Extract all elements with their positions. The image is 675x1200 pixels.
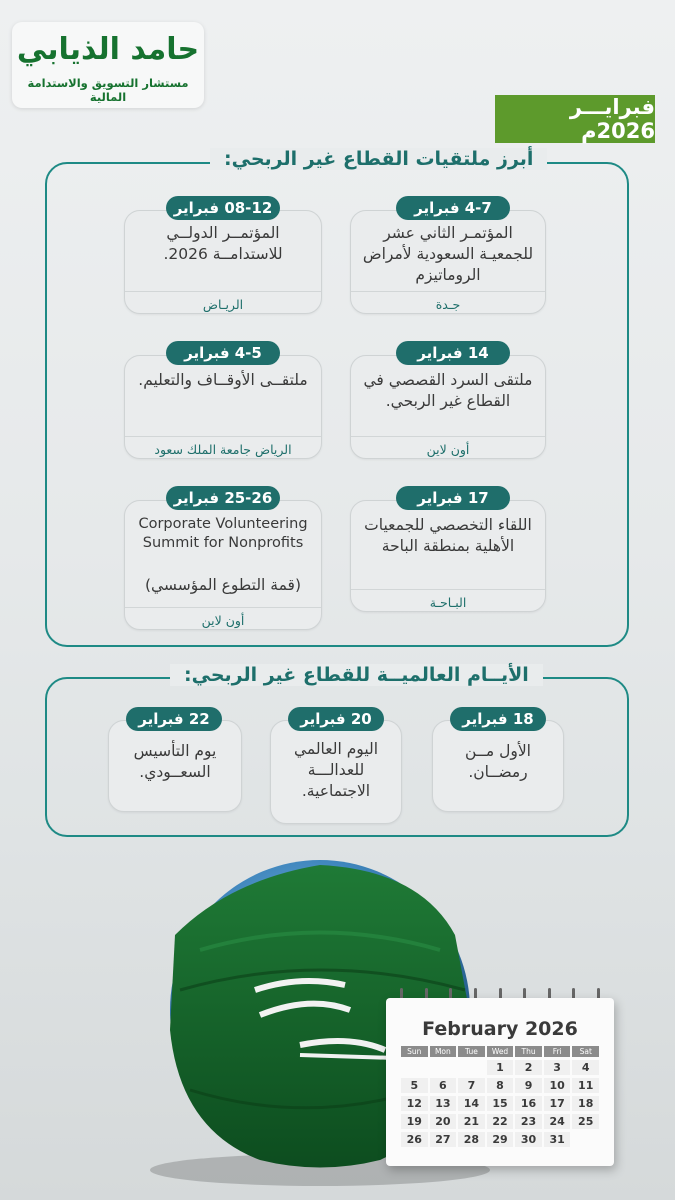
global-day-date: 20 فبراير (288, 707, 384, 731)
global-day-date: 22 فبراير (126, 707, 222, 731)
calendar-date (458, 1060, 485, 1075)
global-day-text: اليوم العالمي للعدالـــة الاجتماعية. (293, 740, 379, 800)
calendar-date: 31 (544, 1132, 571, 1147)
event-date: 17 فبراير (396, 486, 510, 510)
calendar-grid (400, 1060, 600, 1147)
calendar-weekday: Mon (430, 1046, 457, 1057)
event-date: 14 فبراير (396, 341, 510, 365)
event-text-en: Corporate Volunteering Summit for Nonprofits (138, 516, 308, 551)
calendar-date: 21 (458, 1114, 485, 1129)
event-location: الريـاض (125, 291, 321, 312)
event-date: 08-12 فبراير (166, 196, 280, 220)
calendar-date: 8 (487, 1078, 514, 1093)
calendar-date: 3 (544, 1060, 571, 1075)
event-card (350, 210, 546, 314)
event-location: البـاحـة (351, 589, 545, 610)
calendar-date: 2 (515, 1060, 542, 1075)
calendar-date: 10 (544, 1078, 571, 1093)
event-text: ملتقــى الأوقــاف والتعليم. (138, 371, 308, 389)
calendar-date: 12 (401, 1096, 428, 1111)
global-day-card (108, 720, 242, 812)
calendar-date (401, 1060, 428, 1075)
calendar-date: 4 (572, 1060, 599, 1075)
calendar-date: 5 (401, 1078, 428, 1093)
calendar-date: 7 (458, 1078, 485, 1093)
global-days-title: الأيــام العالميــة للقطاع غير الربحي: (170, 664, 543, 686)
calendar-date: 14 (458, 1096, 485, 1111)
month-badge: فبرايـــر 2026م (495, 95, 655, 143)
calendar-date: 24 (544, 1114, 571, 1129)
calendar-date: 1 (487, 1060, 514, 1075)
calendar-date: 20 (430, 1114, 457, 1129)
calendar-date: 18 (572, 1096, 599, 1111)
calendar-date: 13 (430, 1096, 457, 1111)
event-location: الرياض جامعة الملك سعود (125, 436, 321, 457)
event-text: (قمة التطوع المؤسسي) (144, 576, 302, 594)
event-date: 4-7 فبراير (396, 196, 510, 220)
event-text: ملتقى السرد القصصي في القطاع غير الربحي. (363, 371, 533, 410)
global-day-text: يوم التأسيس السعــودي. (133, 742, 217, 781)
calendar-weekday: Fri (544, 1046, 571, 1057)
calendar-date: 25 (572, 1114, 599, 1129)
calendar (386, 998, 614, 1166)
calendar-date: 9 (515, 1078, 542, 1093)
calendar-date: 26 (401, 1132, 428, 1147)
brand-subtitle: مستشار التسويق والاستدامة المالية (27, 76, 189, 104)
calendar-weekday: Tue (458, 1046, 485, 1057)
event-date: 25-26 فبراير (166, 486, 280, 510)
calendar-date: 15 (487, 1096, 514, 1111)
calendar-weekday: Sun (401, 1046, 428, 1057)
event-text: المؤتمــر الدولــي للاستدامــة 2026. (163, 224, 283, 263)
global-day-text: الأول مــن رمضــان. (464, 742, 531, 781)
calendar-date: 6 (430, 1078, 457, 1093)
calendar-date: 17 (544, 1096, 571, 1111)
calendar-date (430, 1060, 457, 1075)
calendar-weekdays (400, 1046, 600, 1057)
calendar-date: 23 (515, 1114, 542, 1129)
calendar-date: 29 (487, 1132, 514, 1147)
global-day-card (432, 720, 564, 812)
event-location: جـدة (351, 291, 545, 312)
brand-logo (12, 22, 204, 108)
event-card (350, 500, 546, 612)
calendar-date: 27 (430, 1132, 457, 1147)
event-card (350, 355, 546, 459)
calendar-date: 11 (572, 1078, 599, 1093)
event-text: اللقاء التخصصي للجمعيات الأهلية بمنطقة الباحة (364, 516, 532, 555)
conferences-title: أبرز ملتقيات القطاع غير الربحي: (210, 148, 547, 170)
brand-name: حامد الذيابي (16, 32, 200, 67)
event-date: 4-5 فبراير (166, 341, 280, 365)
calendar-title: February 2026 (422, 1018, 578, 1040)
calendar-date: 16 (515, 1096, 542, 1111)
event-card (124, 210, 322, 314)
calendar-weekday: Thu (515, 1046, 542, 1057)
event-card (124, 355, 322, 459)
calendar-date: 19 (401, 1114, 428, 1129)
global-day-card (270, 720, 402, 824)
calendar-weekday: Wed (487, 1046, 514, 1057)
calendar-date: 22 (487, 1114, 514, 1129)
global-day-date: 18 فبراير (450, 707, 546, 731)
event-text: المؤتمـر الثاني عشر للجمعيـة السعودية لأمراض الروماتيزم (362, 224, 534, 284)
event-location: أون لاين (125, 607, 321, 628)
calendar-weekday: Sat (572, 1046, 599, 1057)
event-location: أون لاين (351, 436, 545, 457)
calendar-date: 30 (515, 1132, 542, 1147)
calendar-date: 28 (458, 1132, 485, 1147)
event-card (124, 500, 322, 630)
